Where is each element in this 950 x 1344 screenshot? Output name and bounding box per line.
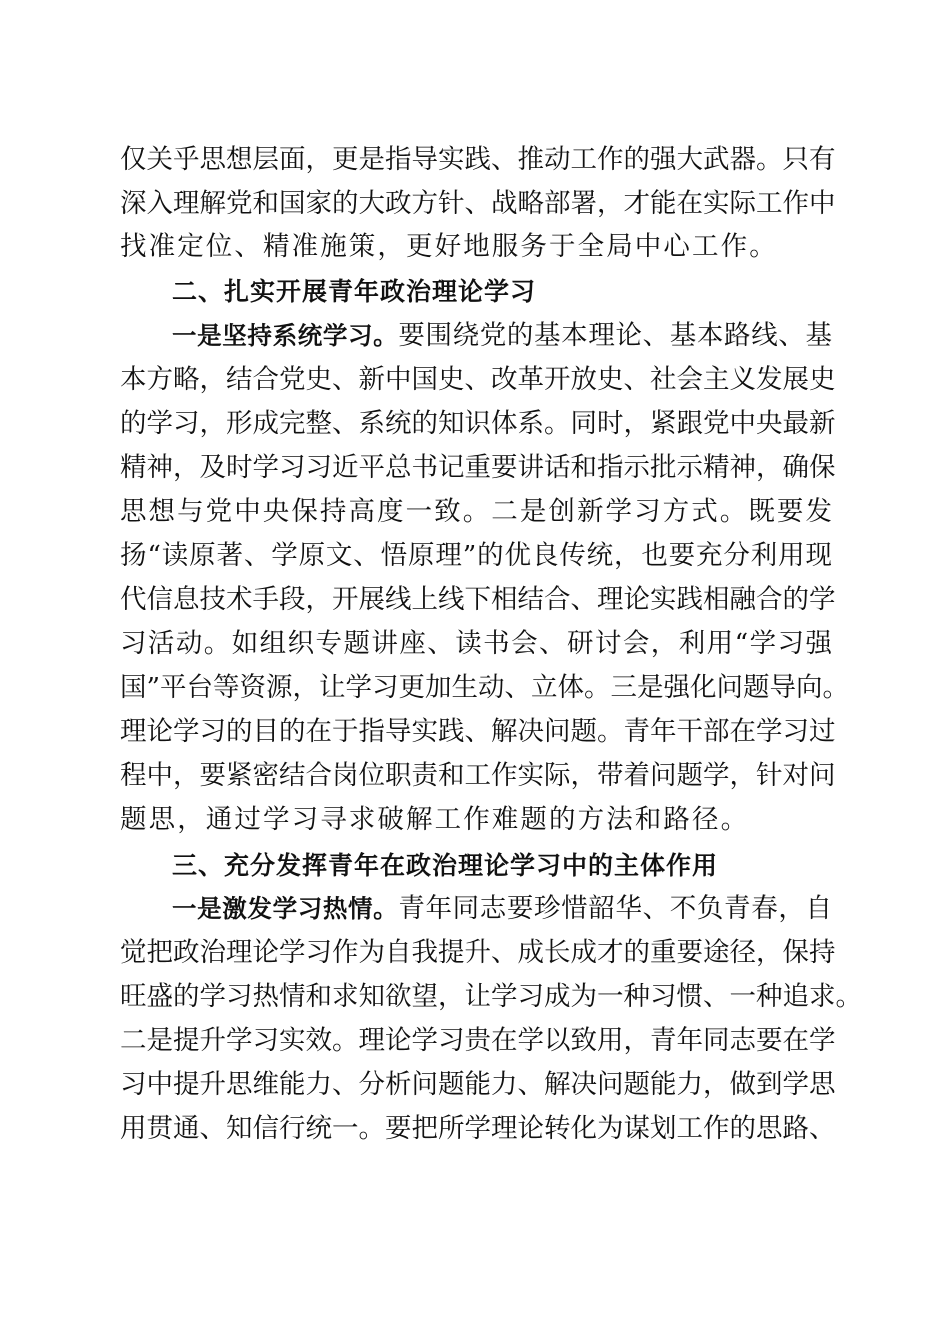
paragraph-line: 程中，要紧密结合岗位职责和工作实际，带着问题学，针对问 xyxy=(120,760,836,791)
paragraph-lead: 一是激发学习热情。 xyxy=(172,894,399,923)
paragraph-line: 深入理解党和国家的大政方针、战略部署，才能在实际工作中 xyxy=(120,188,836,219)
paragraph-line: 二是提升学习实效。理论学习贵在学以致用，青年同志要在学 xyxy=(120,1025,836,1056)
paragraph-line: 扬“读原著、学原文、悟原理”的优良传统，也要充分利用现 xyxy=(120,540,832,571)
paragraph-line: 习中提升思维能力、分析问题能力、解决问题能力，做到学思 xyxy=(120,1069,836,1100)
paragraph-line: 理论学习的目的在于指导实践、解决问题。青年干部在学习过 xyxy=(120,716,836,747)
paragraph-line: 旺盛的学习热情和求知欲望，让学习成为一种习惯、一种追求。 xyxy=(120,981,862,1012)
paragraph-line: 找准定位、精准施策，更好地服务于全局中心工作。 xyxy=(120,231,778,262)
paragraph-line: 习活动。如组织专题讲座、读书会、研讨会，利用“学习强 xyxy=(120,628,832,659)
paragraph-line: 觉把政治理论学习作为自我提升、成长成才的重要途径，保持 xyxy=(120,937,836,968)
section-heading-2: 二、扎实开展青年政治理论学习 xyxy=(172,277,537,306)
paragraph-line: 本方略，结合党史、新中国史、改革开放史、社会主义发展史 xyxy=(120,364,836,395)
paragraph-line: 精神，及时学习习近平总书记重要讲话和指示批示精神，确保 xyxy=(120,452,836,483)
paragraph-text: 要围绕党的基本理论、基本路线、基 xyxy=(398,320,832,351)
paragraph-lead: 一是坚持系统学习。 xyxy=(172,321,399,350)
paragraph-line: 用贯通、知信行统一。要把所学理论转化为谋划工作的思路、 xyxy=(120,1113,836,1144)
section-heading-3: 三、充分发挥青年在政治理论学习中的主体作用 xyxy=(172,851,719,880)
paragraph-line: 代信息技术手段，开展线上线下相结合、理论实践相融合的学 xyxy=(120,584,836,615)
paragraph-line: 仅关乎思想层面，更是指导实践、推动工作的强大武器。只有 xyxy=(120,144,836,175)
paragraph-line: 思想与党中央保持高度一致。二是创新学习方式。既要发 xyxy=(120,496,832,527)
paragraph-line: 国”平台等资源，让学习更加生动、立体。三是强化问题导向。 xyxy=(120,672,850,703)
paragraph-text: 青年同志要珍惜韶华、不负青春，自 xyxy=(398,893,832,924)
paragraph-line: 题思，通过学习寻求破解工作难题的方法和路径。 xyxy=(120,804,750,835)
paragraph-line: 的学习，形成完整、系统的知识体系。同时，紧跟党中央最新 xyxy=(120,408,836,439)
paragraph-first-line xyxy=(172,887,832,931)
paragraph-first-line xyxy=(172,314,832,358)
